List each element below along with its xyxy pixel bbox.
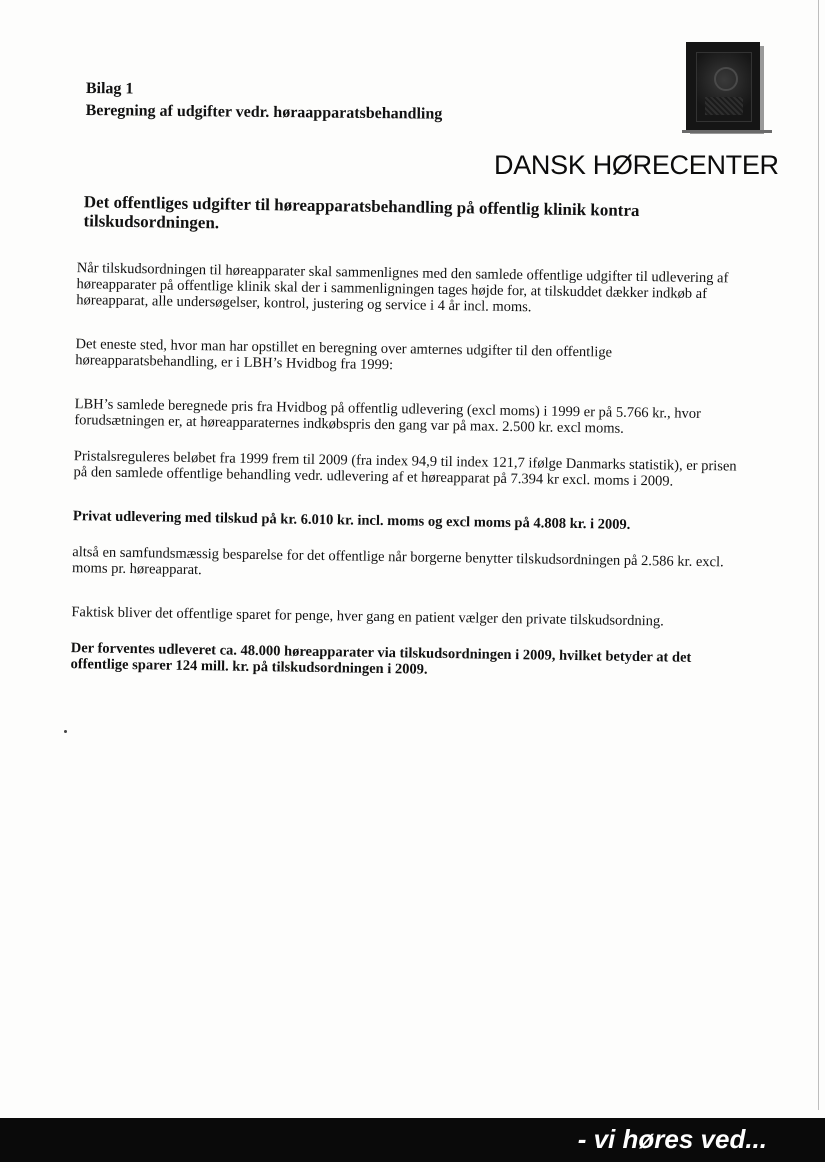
annex-title: Beregning af udgifter vedr. høraapparatsbehandling xyxy=(85,101,443,123)
annex-header xyxy=(86,78,606,127)
document-body xyxy=(60,192,744,711)
emblem-base xyxy=(705,97,743,115)
paragraph-comparison-intro: Når tilskudsordningen til høreapparater skal sammenlignes med den samlede offentlige udgifter til udlevering af høreapparater på offentlige klinik skal der i sammenligningen tages højde for, at tilskuddet dækker indkøb af høreapparat, alle undersøgelser, kontrol, justering og service i 4 år incl. moms. xyxy=(76,260,729,316)
scan-edge-line xyxy=(818,0,819,1110)
paragraph-savings-per-patient: Faktisk bliver det offentlige sparet for penge, hver gang en patient vælger den private tilskudsordning. xyxy=(71,604,664,630)
logo-wordmark: DANSK HØRECENTER xyxy=(494,150,779,180)
emblem-frame xyxy=(696,52,752,122)
footer-slogan: - vi høres ved... xyxy=(577,1124,767,1154)
paragraph-private-price: Privat udlevering med tilskud på kr. 6.010 kr. incl. moms og excl moms på 4.808 kr. i 2009. xyxy=(72,508,631,533)
logo-underline xyxy=(682,130,772,133)
emblem-ring xyxy=(714,67,738,91)
paragraph-savings: altså en samfundsmæssig besparelse for det offentlige når borgerne benytter tilskudsordningen på 2.586 kr. excl. moms pr. høreapparat. xyxy=(71,544,724,579)
paragraph-total-savings: Der forventes udleveret ca. 48.000 høreapparater via tilskudsordningen i 2009, hvilket betyder at det offentlige sparer 124 mill. kr. på tilskudsordningen i 2009. xyxy=(70,640,692,678)
paragraph-index-adjustment: Pristalsreguleres beløbet fra 1999 frem til 2009 (fra index 94,9 til index 121,7 ifølge Danmarks statistik), er prisen på den samlede offentlige behandling vedr. udlevering af et høreapparat på 7.394 kr excl. moms i 2009. xyxy=(73,448,737,490)
emblem-icon xyxy=(686,42,760,130)
paragraph-lbh-price: LBH’s samlede beregnede pris fra Hvidbog på offentlig udlevering (excl moms) i 1999 er på 5.766 kr., hvor forudsætningen er, at høreapparaternes indkøbspris den gang var på max. 2.500 kr. excl moms. xyxy=(74,396,702,437)
scan-speck xyxy=(64,730,67,733)
paragraph-source: Det eneste sted, hvor man har opstillet en beregning over amternes udgifter til den offentlige høreapparatsbehandling, er i LBH’s Hvidbog fra 1999: xyxy=(75,336,613,374)
annex-label: Bilag 1 xyxy=(85,79,134,98)
footer-bar xyxy=(0,1118,825,1162)
document-heading: Det offentliges udgifter til høreapparatsbehandling på offentlig klinik kontra tilskudsordningen. xyxy=(83,192,640,233)
